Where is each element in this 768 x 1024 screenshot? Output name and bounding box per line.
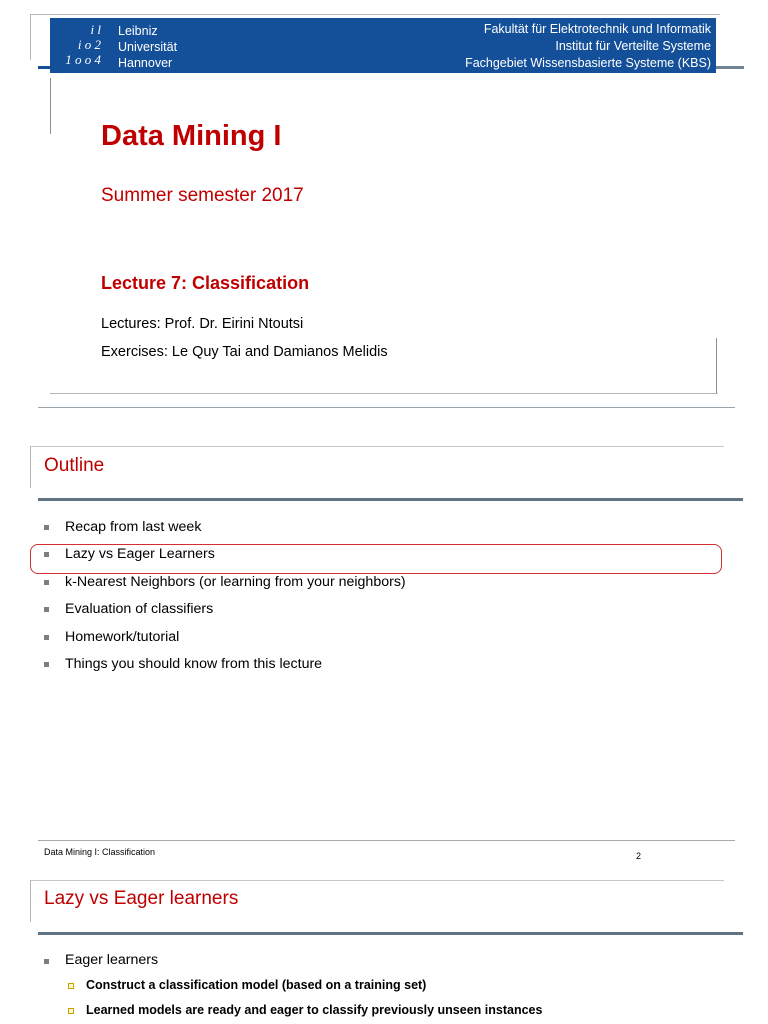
slide2-frame-left xyxy=(30,446,31,488)
slide-separator xyxy=(38,407,735,408)
slide1-frame-left xyxy=(30,14,31,60)
footer-text: Data Mining I: Classification xyxy=(44,847,156,857)
institution-info: Fakultät für Elektrotechnik und Informatik Institut für Verteilte Systeme Fachgebiet Wissensbasierte Systeme (KBS) xyxy=(465,22,711,70)
heading-rule xyxy=(38,498,743,501)
header-stub-right xyxy=(716,66,744,69)
sub-list-item: Learned models are ready and eager to classify previously unseen instances xyxy=(68,1003,542,1017)
slide2-frame-top xyxy=(30,446,724,447)
slide1-frame-left-lower xyxy=(50,78,51,134)
list-item: Recap from last week xyxy=(44,518,406,545)
slide3-heading: Lazy vs Eager learners xyxy=(44,888,239,909)
list-item: k-Nearest Neighbors (or learning from your neighbors) xyxy=(44,573,406,600)
sub-list-item: Construct a classification model (based on a training set) xyxy=(68,978,426,992)
exercises-line: Exercises: Le Quy Tai and Damianos Melidis xyxy=(101,344,388,360)
slide-title: Data Mining I xyxy=(101,120,282,152)
list-item: Lazy vs Eager Learners xyxy=(44,545,406,572)
slide-subtitle: Summer semester 2017 xyxy=(101,185,304,206)
slide1-frame-right-lower xyxy=(716,338,717,394)
list-item: Things you should know from this lecture xyxy=(44,655,406,682)
list-item: Eager learners xyxy=(44,952,158,968)
slide3-frame-top xyxy=(30,880,724,881)
university-name: Leibniz Universität Hannover xyxy=(118,24,178,70)
outline-heading: Outline xyxy=(44,455,105,476)
university-header-bar xyxy=(50,18,716,73)
page-number: 2 xyxy=(636,851,642,861)
list-item: Homework/tutorial xyxy=(44,628,406,655)
outline-list xyxy=(44,518,406,682)
university-logo-mark: i l i o 2 1 o o 4 xyxy=(65,22,101,67)
slide1-frame-bottom xyxy=(50,393,718,394)
slide3-frame-left xyxy=(30,880,31,922)
heading-rule xyxy=(38,932,743,935)
slide1-frame-top xyxy=(30,14,720,15)
lecturers-line: Lectures: Prof. Dr. Eirini Ntoutsi xyxy=(101,316,304,332)
lecture-title: Lecture 7: Classification xyxy=(101,273,310,293)
list-item: Evaluation of classifiers xyxy=(44,600,406,627)
footer-line xyxy=(38,840,735,841)
